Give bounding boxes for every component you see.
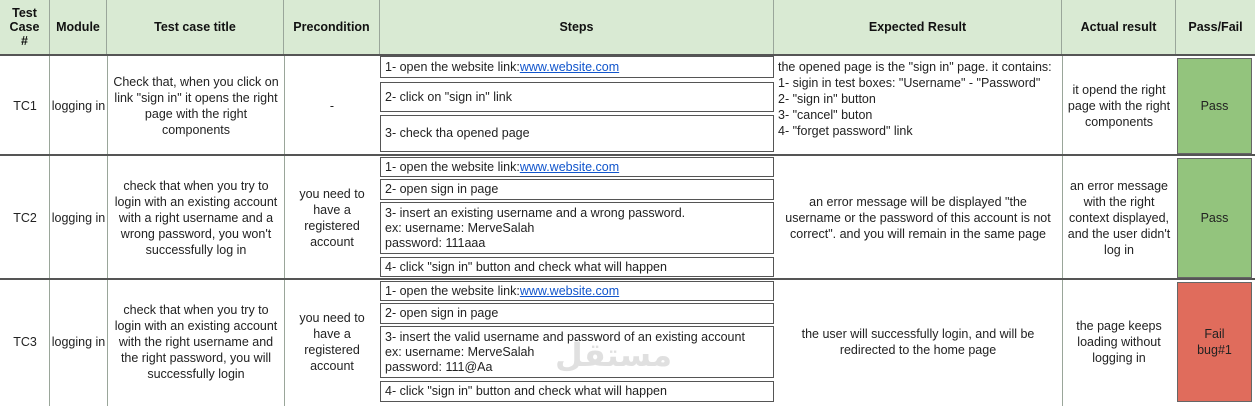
step-cell: 4- click "sign in" button and check what will happen (380, 381, 774, 402)
expected-cell: an error message will be displayed "the username or the password of this account is not correct". and you will remain in the same page (785, 195, 1051, 241)
status-badge (1177, 282, 1252, 402)
header-pass-fail: Pass/Fail (1188, 20, 1243, 34)
header-precondition: Precondition (284, 0, 380, 54)
step-text: 1- open the website link: (385, 159, 520, 174)
step-cell: 2- click on "sign in" link (380, 82, 774, 112)
expected-line: the opened page is the "sign in" page. it contains: (778, 60, 1052, 74)
test-case-id: TC2 (13, 211, 37, 225)
actual-cell: an error message with the right context displayed, and the user didn't log in (1067, 179, 1171, 257)
precondition-cell: you need to have a registered account (299, 187, 365, 249)
bug-reference: bug#1 (1197, 343, 1232, 357)
status-badge: Pass (1177, 58, 1252, 154)
step-text: 1- open the website link: (385, 59, 520, 74)
step-line: ex: username: MerveSalah (385, 344, 535, 359)
step-cell (380, 281, 774, 301)
status-badge: Pass (1177, 158, 1252, 278)
status-text: Fail (1204, 327, 1225, 341)
module-cell: logging in (51, 335, 106, 349)
title-cell: check that when you try to login with an existing account with the right username and the right password, you will successfully login (114, 303, 278, 381)
header-title: Test case title (107, 0, 284, 54)
step-line: 3- insert an existing username and a wrong password. (385, 205, 686, 220)
precondition-cell: you need to have a registered account (299, 311, 365, 373)
step-cell: 3- check tha opened page (380, 115, 774, 152)
actual-cell: it opend the right page with the right components (1067, 83, 1171, 129)
website-link[interactable]: www.website.com (519, 59, 620, 74)
title-cell: Check that, when you click on link "sign in" it opens the right page with the right components (113, 75, 279, 137)
expected-line: 4- "forget password" link (778, 124, 913, 138)
step-text: 1- open the website link: (385, 283, 520, 298)
test-case-id: TC3 (13, 335, 37, 349)
step-cell: 2- open sign in page (380, 303, 774, 324)
module-cell: logging in (51, 99, 106, 113)
step-line: password: 111aaa (385, 235, 486, 250)
step-cell (380, 157, 774, 177)
expected-line: 2- "sign in" button (778, 92, 876, 106)
expected-line: 1- sigin in test boxes: "Username" - "Password" (778, 76, 1041, 90)
header-expected: Expected Result (774, 0, 1062, 54)
header-actual: Actual result (1062, 0, 1176, 54)
expected-cell (778, 59, 1062, 139)
actual-cell: the page keeps loading without logging in (1076, 319, 1162, 365)
header-test-case: Test Case # (0, 0, 50, 54)
website-link[interactable]: www.website.com (519, 283, 620, 298)
step-line: ex: username: MerveSalah (385, 220, 535, 235)
title-cell: check that when you try to login with an existing account with a right username and a wrong password, you won't successfully log in (114, 179, 278, 257)
table-header (0, 0, 1255, 54)
step-cell: 4- click "sign in" button and check what will happen (380, 257, 774, 277)
step-cell (380, 202, 774, 254)
precondition-cell: - (329, 99, 335, 113)
website-link[interactable]: www.website.com (519, 159, 620, 174)
module-cell: logging in (51, 211, 106, 225)
expected-cell: the user will successfully login, and will be redirected to the home page (801, 327, 1035, 357)
expected-line: 3- "cancel" buton (778, 108, 873, 122)
test-case-id: TC1 (13, 99, 37, 113)
step-line: password: 111@Aa (385, 359, 493, 374)
header-steps: Steps (380, 0, 774, 54)
step-cell (380, 56, 774, 78)
step-cell: 2- open sign in page (380, 179, 774, 200)
watermark-logo: مستقل (555, 336, 673, 374)
step-line: 3- insert the valid username and password of an existing account (385, 329, 745, 344)
header-module: Module (50, 0, 107, 54)
